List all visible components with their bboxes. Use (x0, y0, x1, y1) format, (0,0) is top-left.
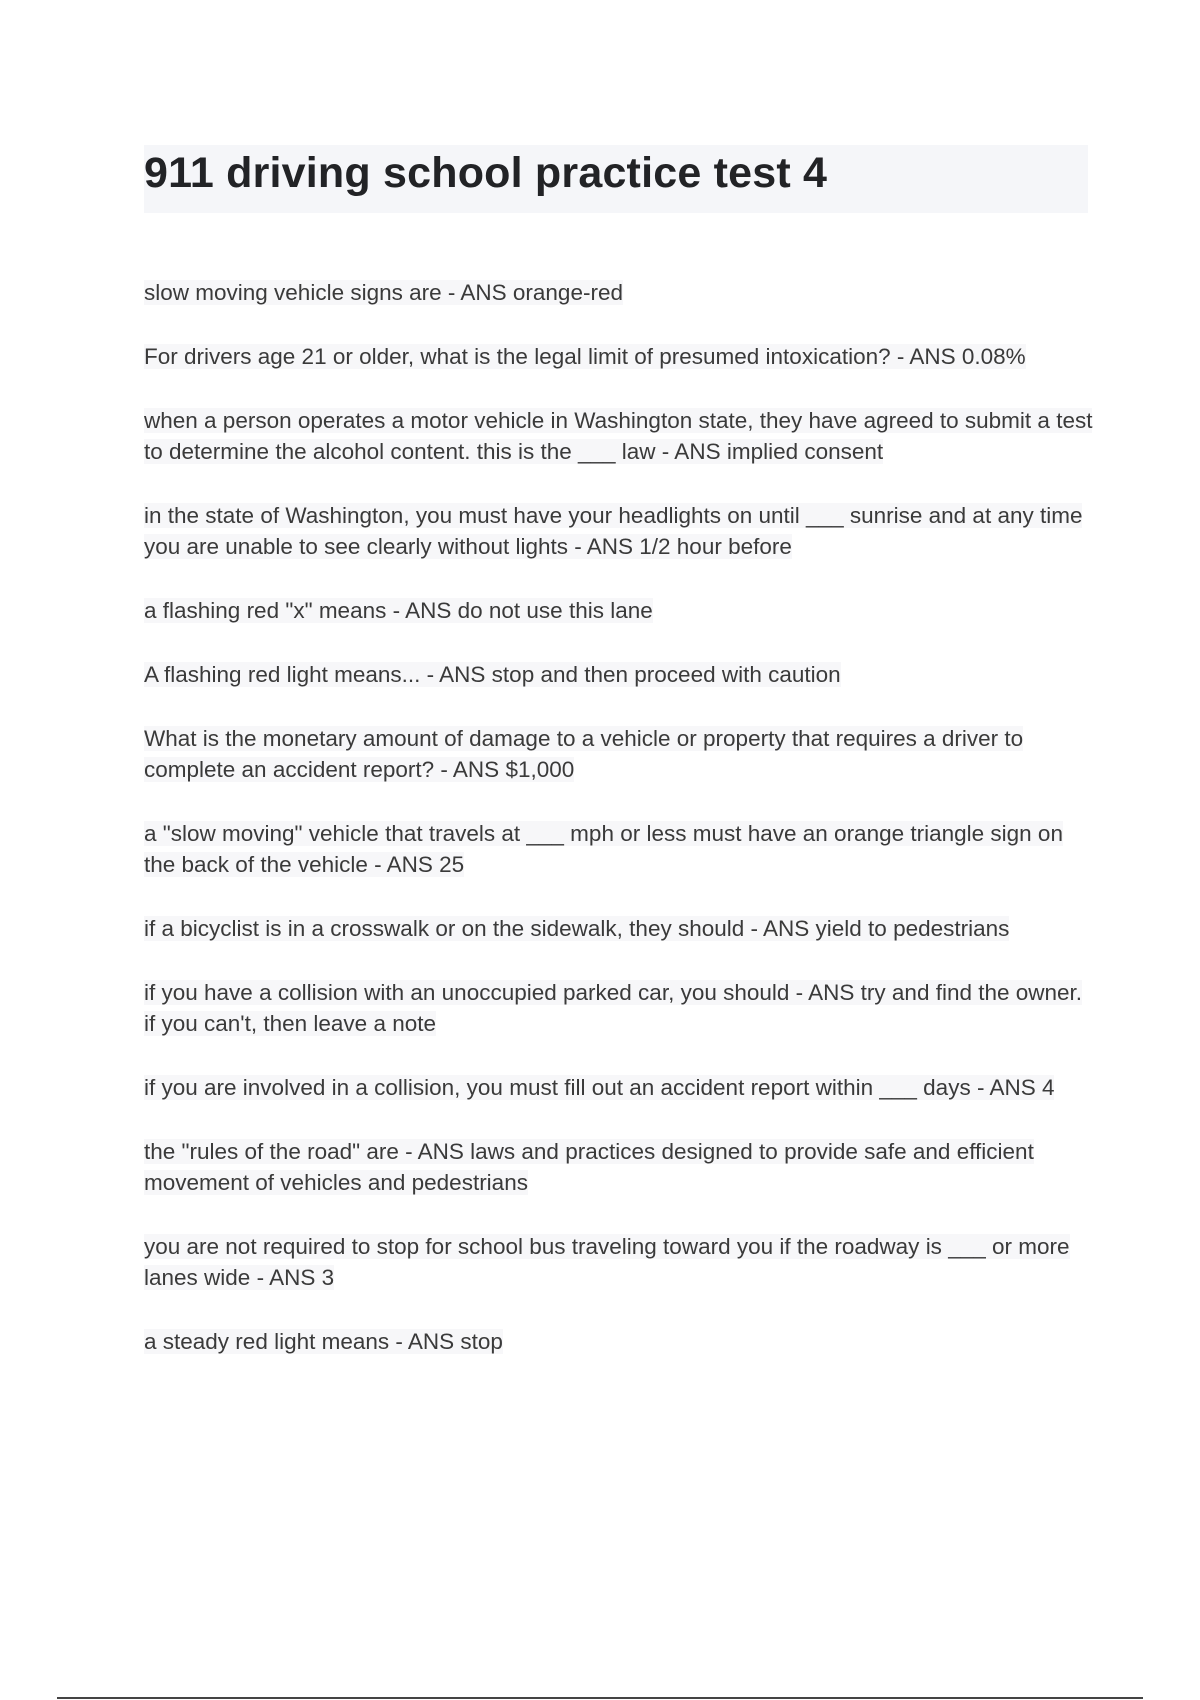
qa-item-text: a steady red light means - ANS stop (144, 1329, 503, 1354)
qa-item (144, 1136, 1094, 1198)
qa-item (144, 277, 1094, 308)
qa-item-text: a flashing red "x" means - ANS do not use this lane (144, 598, 653, 623)
qa-item (144, 659, 1094, 690)
qa-item-text: slow moving vehicle signs are - ANS orange-red (144, 280, 623, 305)
qa-item-text: if you have a collision with an unoccupied parked car, you should - ANS try and find the owner. if you can't, then leave a note (144, 980, 1083, 1036)
qa-item (144, 1326, 1094, 1357)
qa-item (144, 913, 1094, 944)
qa-item-text: if a bicyclist is in a crosswalk or on the sidewalk, they should - ANS yield to pedestrians (144, 916, 1010, 941)
qa-item (144, 341, 1094, 372)
qa-item (144, 500, 1094, 562)
qa-list (144, 277, 1094, 1390)
page-title: 911 driving school practice test 4 (144, 149, 828, 197)
qa-item (144, 723, 1094, 785)
qa-item-text: A flashing red light means... - ANS stop and then proceed with caution (144, 662, 841, 687)
qa-item (144, 977, 1094, 1039)
qa-item-text: What is the monetary amount of damage to a vehicle or property that requires a driver to complete an accident report? - ANS $1,000 (144, 726, 1024, 782)
qa-item (144, 818, 1094, 880)
qa-item-text: in the state of Washington, you must have your headlights on until ___ sunrise and at any time you are unable to see clearly without lights - ANS 1/2 hour before (144, 503, 1083, 559)
qa-item-text: For drivers age 21 or older, what is the legal limit of presumed intoxication? - ANS 0.08% (144, 344, 1026, 369)
qa-item-text: the "rules of the road" are - ANS laws and practices designed to provide safe and efficient movement of vehicles and pedestrians (144, 1139, 1034, 1195)
qa-item-text: you are not required to stop for school bus traveling toward you if the roadway is ___ or more lanes wide - ANS 3 (144, 1234, 1070, 1290)
qa-item-text: when a person operates a motor vehicle in Washington state, they have agreed to submit a test to determine the alcohol content. this is the ___ law - ANS implied consent (144, 408, 1093, 464)
footer-divider (57, 1697, 1143, 1699)
qa-item-text: a "slow moving" vehicle that travels at ___ mph or less must have an orange triangle sign on the back of the vehicle - ANS 25 (144, 821, 1063, 877)
qa-item-text: if you are involved in a collision, you must fill out an accident report within ___ days - ANS 4 (144, 1075, 1055, 1100)
qa-item (144, 1231, 1094, 1293)
qa-item (144, 595, 1094, 626)
qa-item (144, 1072, 1094, 1103)
qa-item (144, 405, 1094, 467)
